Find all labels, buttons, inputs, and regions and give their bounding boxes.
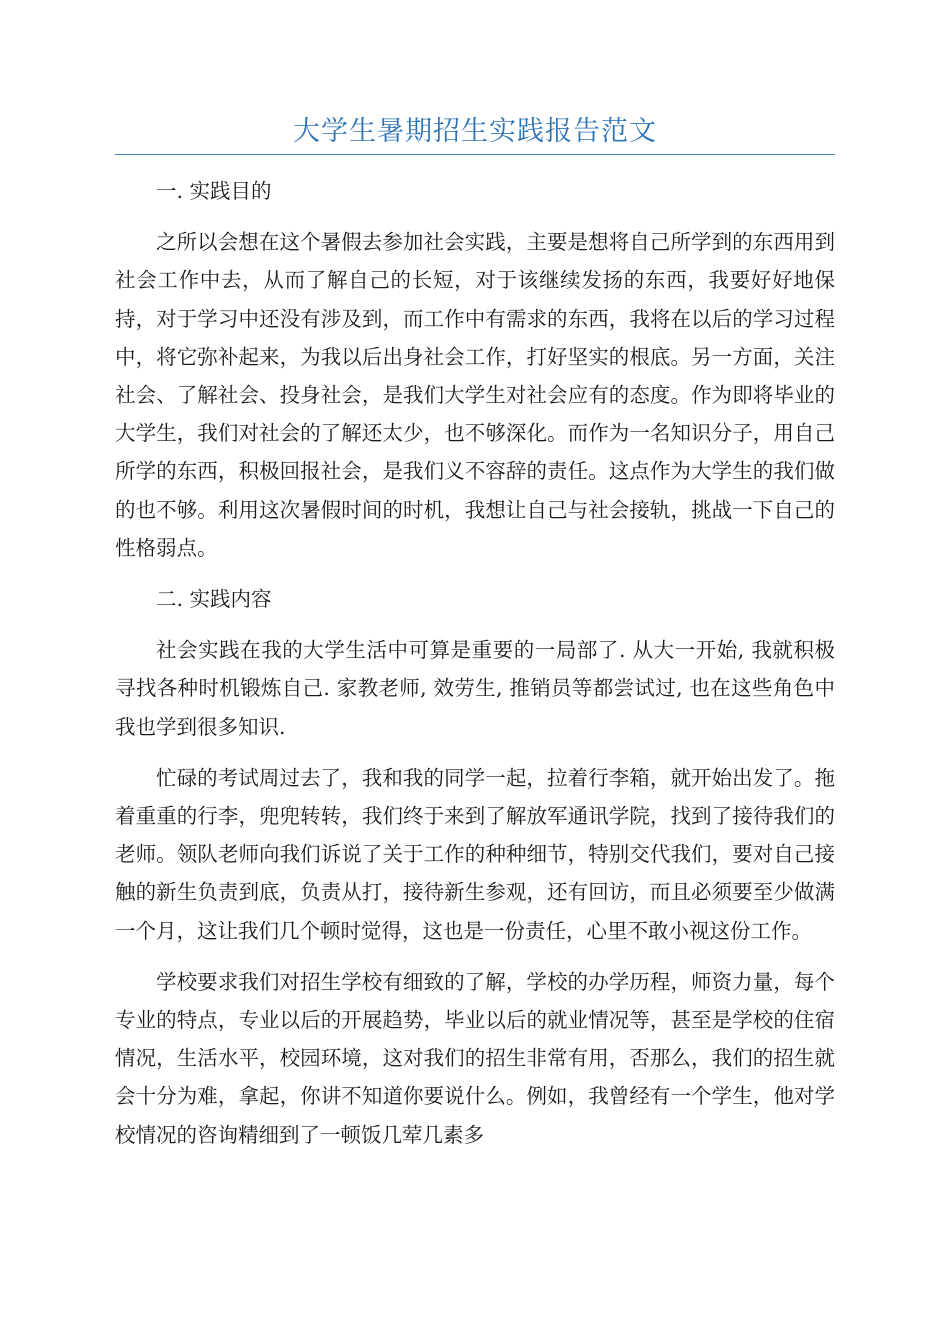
- section-heading: 一. 实践目的: [156, 179, 272, 203]
- document-body: [115, 172, 835, 1167]
- paragraph: 学校要求我们对招生学校有细致的了解，学校的办学历程，师资力量，每个专业的特点，专业以后的开展趋势，毕业以后的就业情况等，甚至是学校的住宿情况，生活水平，校园环境，这对我们的招生非常有用，否那么，我们的招生就会十分为难，拿起，你讲不知道你要说什么。例如，我曾经有一个学生，他对学校情况的咨询精细到了一顿饭几荤几素多: [115, 969, 835, 1147]
- paragraph: 社会实践在我的大学生活中可算是重要的一局部了. 从大一开始, 我就积极寻找各种时机锻炼自己. 家教老师, 效劳生, 推销员等都尝试过, 也在这些角色中我也学到很多知识.: [115, 638, 835, 739]
- title-underline: [115, 154, 835, 155]
- section-heading: 二. 实践内容: [156, 587, 272, 612]
- paragraph: 忙碌的考试周过去了，我和我的同学一起，拉着行李箱，就开始出发了。拖着重重的行李，兜兜转转，我们终于来到了解放军通讯学院，找到了接待我们的老师。领队老师向我们诉说了关于工作的种种细节，特别交代我们，要对自己接触的新生负责到底，负责从打，接待新生参观，还有回访，而且必须要至少做满一个月，这让我们几个顿时觉得，这也是一份责任，心里不敢小视这份工作。: [115, 765, 835, 943]
- document-title: 大学生暑期招生实践报告范文: [293, 116, 657, 147]
- paragraph: 之所以会想在这个暑假去参加社会实践，主要是想将自己所学到的东西用到社会工作中去，从而了解自己的长短，对于该继续发扬的东西，我要好好地保持，对于学习中还没有涉及到，而工作中有需求的东西，我将在以后的学习过程中，将它弥补起来，为我以后出身社会工作，打好坚实的根底。另一方面，关注社会、了解社会、投身社会，是我们大学生对社会应有的态度。作为即将毕业的大学生，我们对社会的了解还太少，也不够深化。而作为一名知识分子，用自己所学的东西，积极回报社会，是我们义不容辞的责任。这点作为大学生的我们做的也不够。利用这次暑假时间的时机，我想让自己与社会接轨，挑战一下自己的性格弱点。: [115, 230, 835, 560]
